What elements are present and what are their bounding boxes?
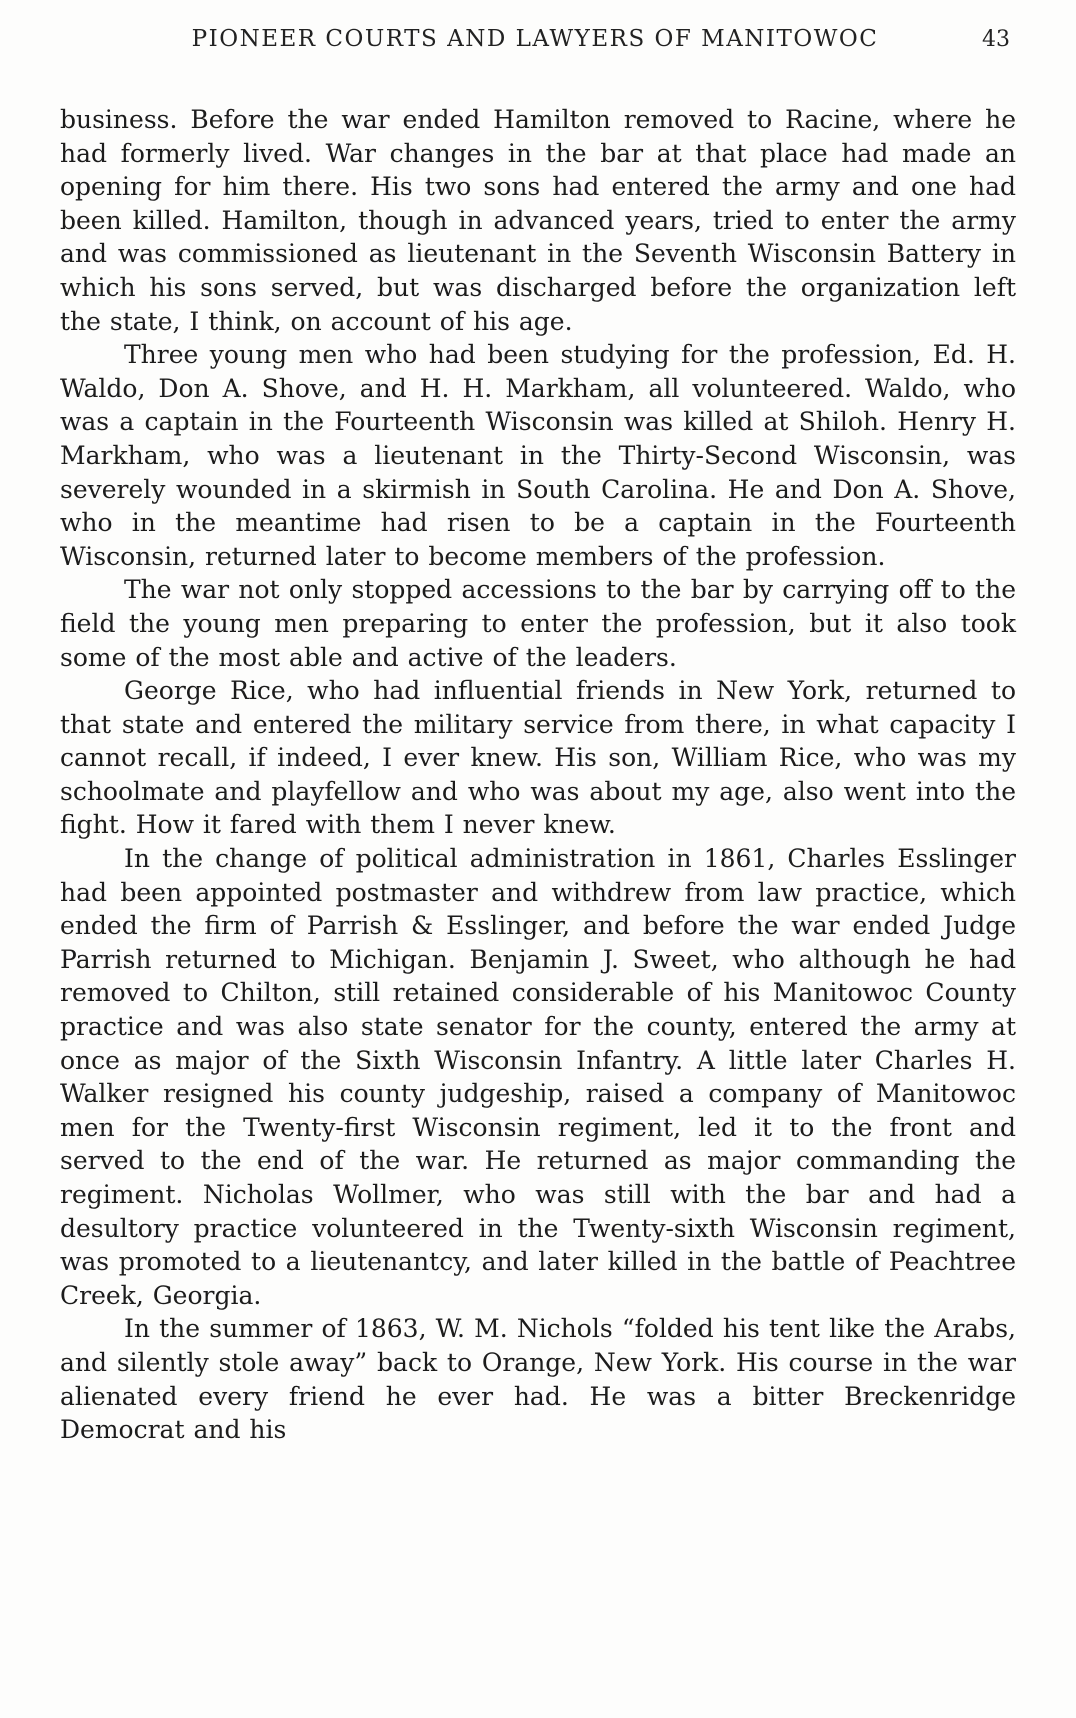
paragraph-political-administration: In the change of political administration in 1861, Charles Esslinger had been appointed postmaster and withdrew from law practice, which ended the firm of Parrish & Esslinger, and before the war ended Judge Parrish returned to Michigan. Benjamin J. Sweet, who although he had removed to Chilton, still retained considerable of his Manitowoc County practice and was also state senator for the county, entered the army at once as major of the Sixth Wisconsin Infantry. A little later Charles H. Walker resigned his county judgeship, raised a company of Manitowoc men for the Twenty-first Wisconsin regiment, led it to the front and served to the end of the war. He returned as major commanding the regiment. Nicholas Wollmer, who was still with the bar and had a desultory practice volunteered in the Twenty-sixth Wisconsin regiment, was promoted to a lieutenantcy, and later killed in the battle of Peachtree Creek, Georgia. (60, 844, 1016, 1310)
running-title: PIONEER COURTS AND LAWYERS OF MANITOWOC (191, 26, 879, 52)
paragraph-continuation: business. Before the war ended Hamilton removed to Racine, where he had formerly lived. War changes in the bar at that place had made an opening for him there. His two sons had entered the army and one had been killed. Hamilton, though in advanced years, tried to enter the army and was commissioned as lieutenant in the Seventh Wisconsin Battery in which his sons served, but was discharged before the organization left the state, I think, on account of his age. (60, 105, 1016, 336)
page-number: 43 (982, 27, 1010, 52)
paragraph-war-stopped-accessions: The war not only stopped accessions to the bar by carrying off to the field the young men preparing to enter the profession, but it also took some of the most able and active of the leaders. (60, 575, 1016, 672)
paragraph-young-men-volunteered: Three young men who had been studying for the profession, Ed. H. Waldo, Don A. Shove, and H. H. Markham, all volunteered. Waldo, who was a captain in the Fourteenth Wisconsin was killed at Shiloh. Henry H. Markham, who was a lieutenant in the Thirty-Second Wisconsin, was severely wounded in a skirmish in South Carolina. He and Don A. Shove, who in the meantime had risen to be a captain in the Fourteenth Wisconsin, returned later to become members of the profession. (60, 340, 1016, 571)
body-text (60, 103, 1016, 1447)
paragraph-nichols: In the summer of 1863, W. M. Nichols “folded his tent like the Arabs, and silently stole away” back to Orange, New York. His course in the war alienated every friend he ever had. He was a bitter Breckenridge Democrat and his (60, 1314, 1016, 1445)
page-header (100, 26, 1010, 60)
paragraph-george-rice: George Rice, who had influential friends in New York, returned to that state and entered the military service from there, in what capacity I cannot recall, if indeed, I ever knew. His son, William Rice, who was my schoolmate and playfellow and who was about my age, also went into the fight. How it fared with them I never knew. (60, 676, 1016, 840)
